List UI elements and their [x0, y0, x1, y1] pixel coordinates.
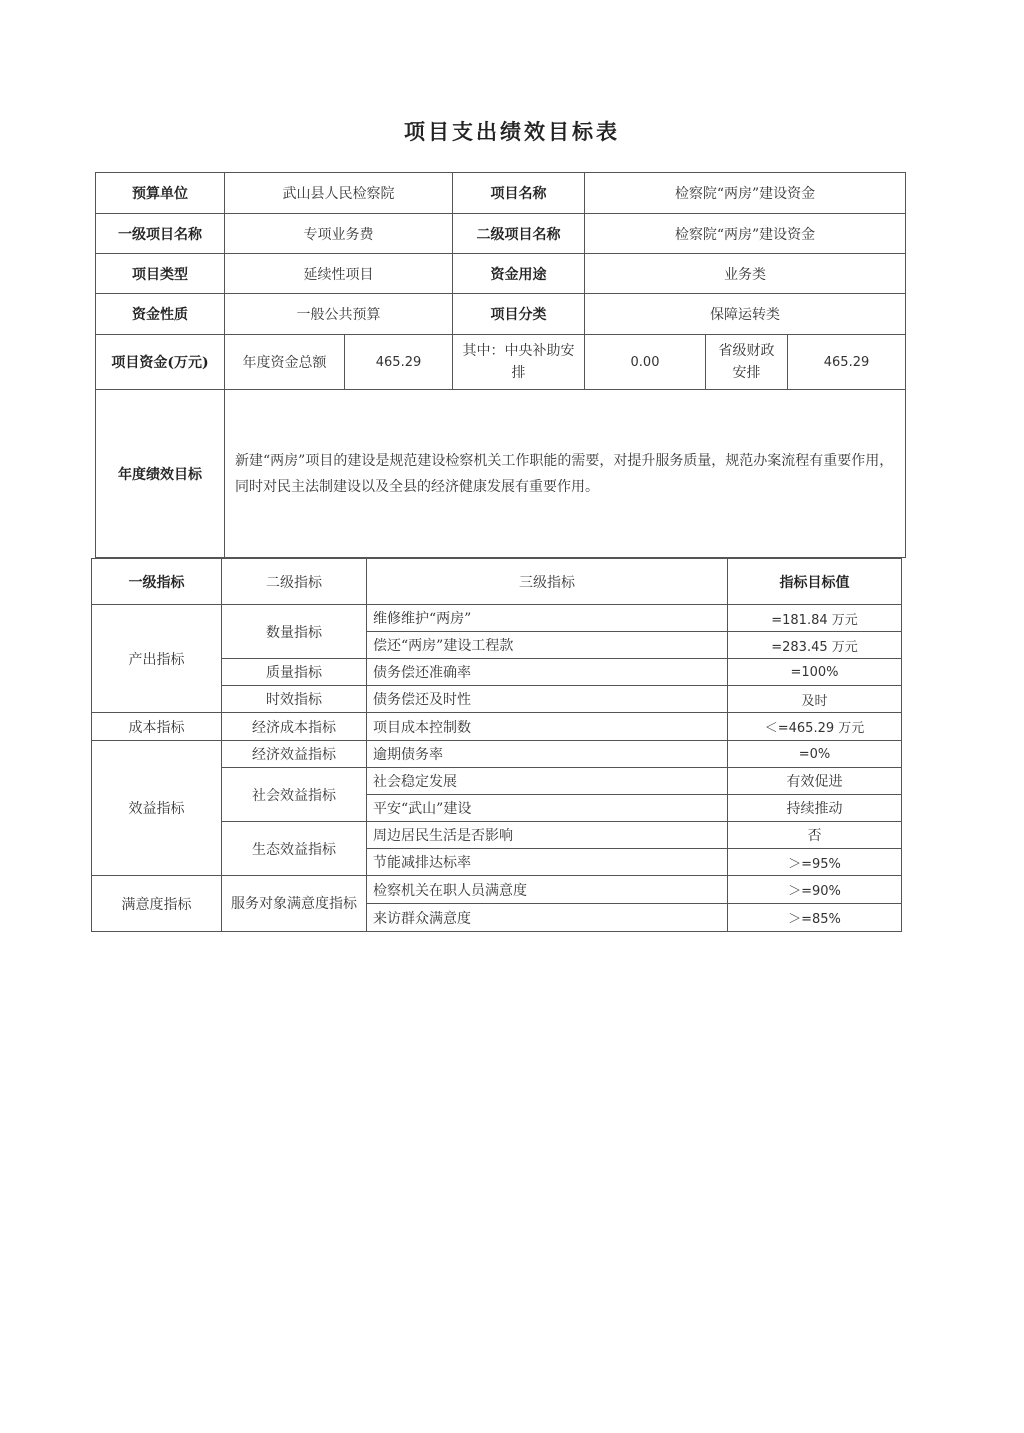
indicator-table: [91, 558, 902, 932]
level2-cell: 服务对象满意度指标: [222, 876, 367, 932]
project-name-label: 项目名称: [453, 173, 585, 214]
level2-cell: 数量指标: [222, 605, 367, 659]
level3-cell: 逾期债务率: [367, 741, 728, 768]
header-level2: 二级指标: [222, 559, 367, 605]
level2-cell: 经济效益指标: [222, 741, 367, 768]
level3-cell: 债务偿还及时性: [367, 686, 728, 713]
provincial-label: 省级财政安排: [706, 335, 788, 390]
level3-cell: 项目成本控制数: [367, 713, 728, 741]
level1-cell: 满意度指标: [92, 876, 222, 932]
annual-goal-label: 年度绩效目标: [96, 390, 225, 558]
central-label: 其中：中央补助安排: [453, 335, 585, 390]
fund-use-label: 资金用途: [453, 254, 585, 294]
header-target: 指标目标值: [728, 559, 902, 605]
funds-label: 项目资金(万元): [96, 335, 225, 390]
provincial-value: 465.29: [788, 335, 906, 390]
level2-cell: 质量指标: [222, 659, 367, 686]
target-value: =0%: [728, 741, 902, 768]
fund-nature-label: 资金性质: [96, 294, 225, 335]
project-type-label: 项目类型: [96, 254, 225, 294]
level2-cell: 社会效益指标: [222, 768, 367, 822]
level1-cell: 效益指标: [92, 741, 222, 876]
level1-name-value: 专项业务费: [225, 214, 453, 254]
target-value: ＞=95%: [728, 849, 902, 876]
level3-cell: 来访群众满意度: [367, 904, 728, 932]
target-value: 持续推动: [728, 795, 902, 822]
header-level1: 一级指标: [92, 559, 222, 605]
level2-cell: 生态效益指标: [222, 822, 367, 876]
level3-cell: 周边居民生活是否影响: [367, 822, 728, 849]
annual-total-label: 年度资金总额: [225, 335, 345, 390]
level2-name-value: 检察院“两房”建设资金: [585, 214, 906, 254]
fund-nature-value: 一般公共预算: [225, 294, 453, 335]
level3-cell: 社会稳定发展: [367, 768, 728, 795]
level3-cell: 偿还“两房”建设工程款: [367, 632, 728, 659]
target-value: =100%: [728, 659, 902, 686]
level3-cell: 债务偿还准确率: [367, 659, 728, 686]
target-value: 否: [728, 822, 902, 849]
level1-cell: 成本指标: [92, 713, 222, 741]
target-value: ＜=465.29 万元: [728, 713, 902, 741]
header-level3: 三级指标: [367, 559, 728, 605]
level3-cell: 节能减排达标率: [367, 849, 728, 876]
fund-use-value: 业务类: [585, 254, 906, 294]
page-title: 项目支出绩效目标表: [404, 119, 620, 144]
annual-total-value: 465.29: [345, 335, 453, 390]
target-value: ＞=85%: [728, 904, 902, 932]
project-name-value: 检察院“两房”建设资金: [585, 173, 906, 214]
level3-cell: 检察机关在职人员满意度: [367, 876, 728, 904]
annual-goal-text: 新建“两房”项目的建设是规范建设检察机关工作职能的需要，对提升服务质量，规范办案流程有重要作用，同时对民主法制建设以及全县的经济健康发展有重要作用。: [225, 390, 906, 558]
project-category-value: 保障运转类: [585, 294, 906, 335]
level2-cell: 时效指标: [222, 686, 367, 713]
budget-unit-label: 预算单位: [96, 173, 225, 214]
central-value: 0.00: [585, 335, 706, 390]
target-value: 有效促进: [728, 768, 902, 795]
target-value: 及时: [728, 686, 902, 713]
project-info-table: [95, 172, 906, 558]
project-type-value: 延续性项目: [225, 254, 453, 294]
project-category-label: 项目分类: [453, 294, 585, 335]
level1-name-label: 一级项目名称: [96, 214, 225, 254]
target-value: ＞=90%: [728, 876, 902, 904]
level2-name-label: 二级项目名称: [453, 214, 585, 254]
target-value: =181.84 万元: [728, 605, 902, 632]
budget-unit-value: 武山县人民检察院: [225, 173, 453, 214]
level3-cell: 平安“武山”建设: [367, 795, 728, 822]
level2-cell: 经济成本指标: [222, 713, 367, 741]
target-value: =283.45 万元: [728, 632, 902, 659]
level3-cell: 维修维护“两房”: [367, 605, 728, 632]
level1-cell: 产出指标: [92, 605, 222, 713]
